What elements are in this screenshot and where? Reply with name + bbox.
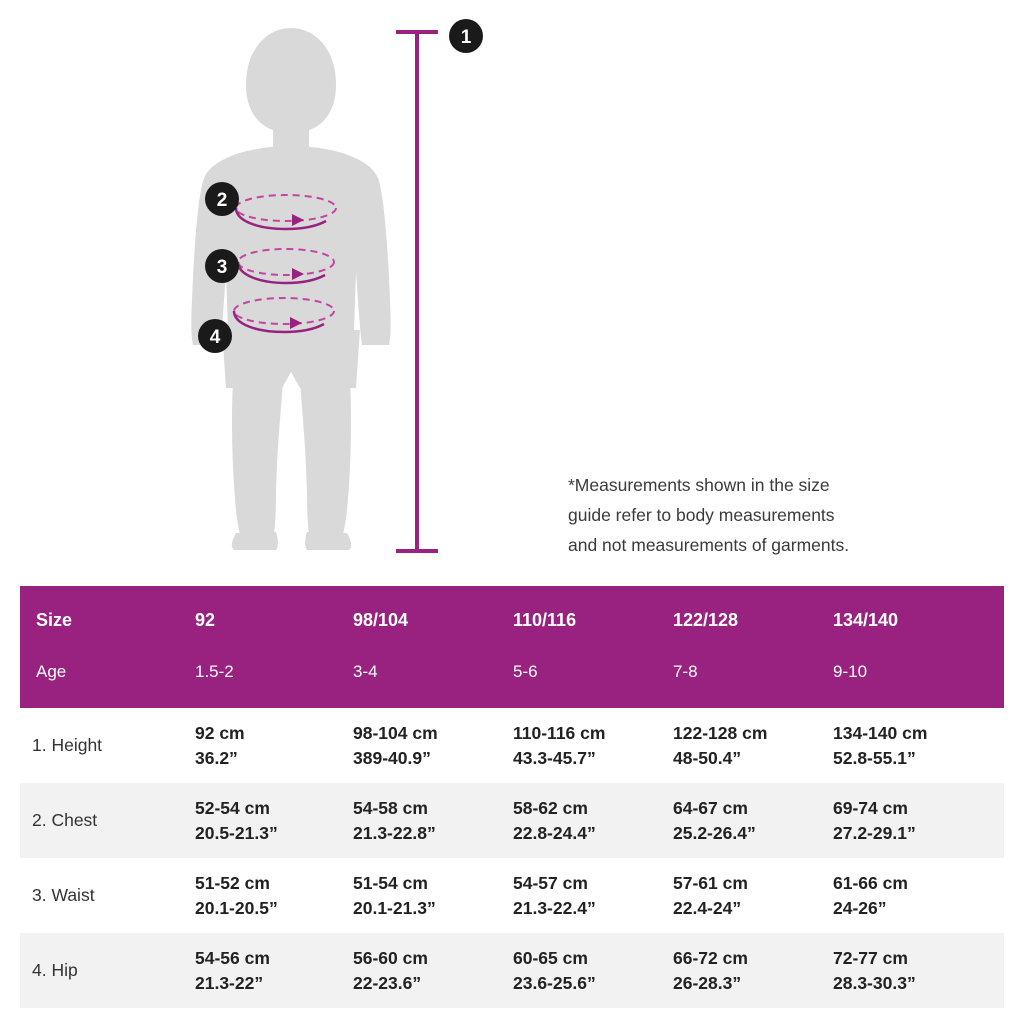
header-age-3: 5-6: [513, 646, 673, 708]
waist-92: 51-52 cm 20.1-20.5”: [195, 872, 278, 918]
marker-2: [205, 182, 239, 216]
row-label-hip: 4. Hip: [20, 933, 195, 1008]
header-size-134-140: 134/140: [833, 586, 1004, 646]
waist-98-104: 51-54 cm 20.1-21.3”: [353, 872, 436, 918]
height-110-116: 110-116 cm 43.3-45.7”: [513, 722, 606, 768]
marker-1-label: 1: [460, 27, 472, 48]
height-92: 92 cm 36.2”: [195, 722, 245, 768]
size-guide-table: [20, 586, 1004, 1008]
hip-92: 54-56 cm 21.3-22”: [195, 933, 353, 1008]
header-size-110-116: 110/116: [513, 586, 673, 646]
header-age-4: 7-8: [673, 646, 833, 708]
hip-98-104: 56-60 cm 22-23.6”: [353, 933, 513, 1008]
header-size-98-104: 98/104: [353, 586, 513, 646]
chest-110-116: 58-62 cm 22.8-24.4”: [513, 783, 673, 858]
table-row: [20, 858, 1004, 933]
waist-134-140: 61-66 cm 24-26”: [833, 872, 908, 918]
table-row: [20, 783, 1004, 858]
note-line-2: guide refer to body measurements: [568, 505, 835, 526]
hip-110-116: 60-65 cm 23.6-25.6”: [513, 933, 673, 1008]
marker-3: [205, 249, 239, 283]
row-label-height: 1. Height: [32, 735, 103, 755]
table-header-size-row: [20, 586, 1004, 646]
table-header-age-row: [20, 646, 1004, 708]
header-age-1: 1.5-2: [195, 646, 353, 708]
hip-122-128: 66-72 cm 26-28.3”: [673, 933, 833, 1008]
marker-4: [198, 319, 232, 353]
height-122-128: 122-128 cm 48-50.4”: [673, 722, 768, 768]
chest-122-128: 64-67 cm 25.2-26.4”: [673, 783, 833, 858]
note-line-1: *Measurements shown in the size: [568, 475, 830, 495]
marker-1: [449, 19, 483, 53]
marker-3-label: 3: [216, 257, 228, 278]
header-size-122-128: 122/128: [673, 586, 833, 646]
table-row: [20, 933, 1004, 1008]
marker-4-label: 4: [209, 327, 221, 348]
header-age-5: 9-10: [833, 646, 1004, 708]
row-label-chest: 2. Chest: [20, 783, 195, 858]
table-row: [20, 708, 1004, 783]
hip-134-140: 72-77 cm 28.3-30.3”: [833, 933, 1004, 1008]
waist-110-116: 54-57 cm 21.3-22.4”: [513, 872, 596, 918]
header-label-size: Size: [20, 586, 195, 646]
waist-122-128: 57-61 cm 22.4-24”: [673, 872, 748, 918]
header-label-age: Age: [20, 646, 195, 708]
chest-92: 52-54 cm 20.5-21.3”: [195, 783, 353, 858]
marker-2-label: 2: [216, 190, 228, 211]
height-98-104: 98-104 cm 389-40.9”: [353, 722, 438, 768]
note-line-3: and not measurements of garments.: [568, 535, 850, 556]
header-age-2: 3-4: [353, 646, 513, 708]
chest-134-140: 69-74 cm 27.2-29.1”: [833, 783, 1004, 858]
height-134-140: 134-140 cm 52.8-55.1”: [833, 722, 928, 768]
header-size-92: 92: [195, 586, 353, 646]
row-label-waist: 3. Waist: [32, 885, 95, 905]
measurement-note: [568, 470, 988, 560]
chest-98-104: 54-58 cm 21.3-22.8”: [353, 783, 513, 858]
